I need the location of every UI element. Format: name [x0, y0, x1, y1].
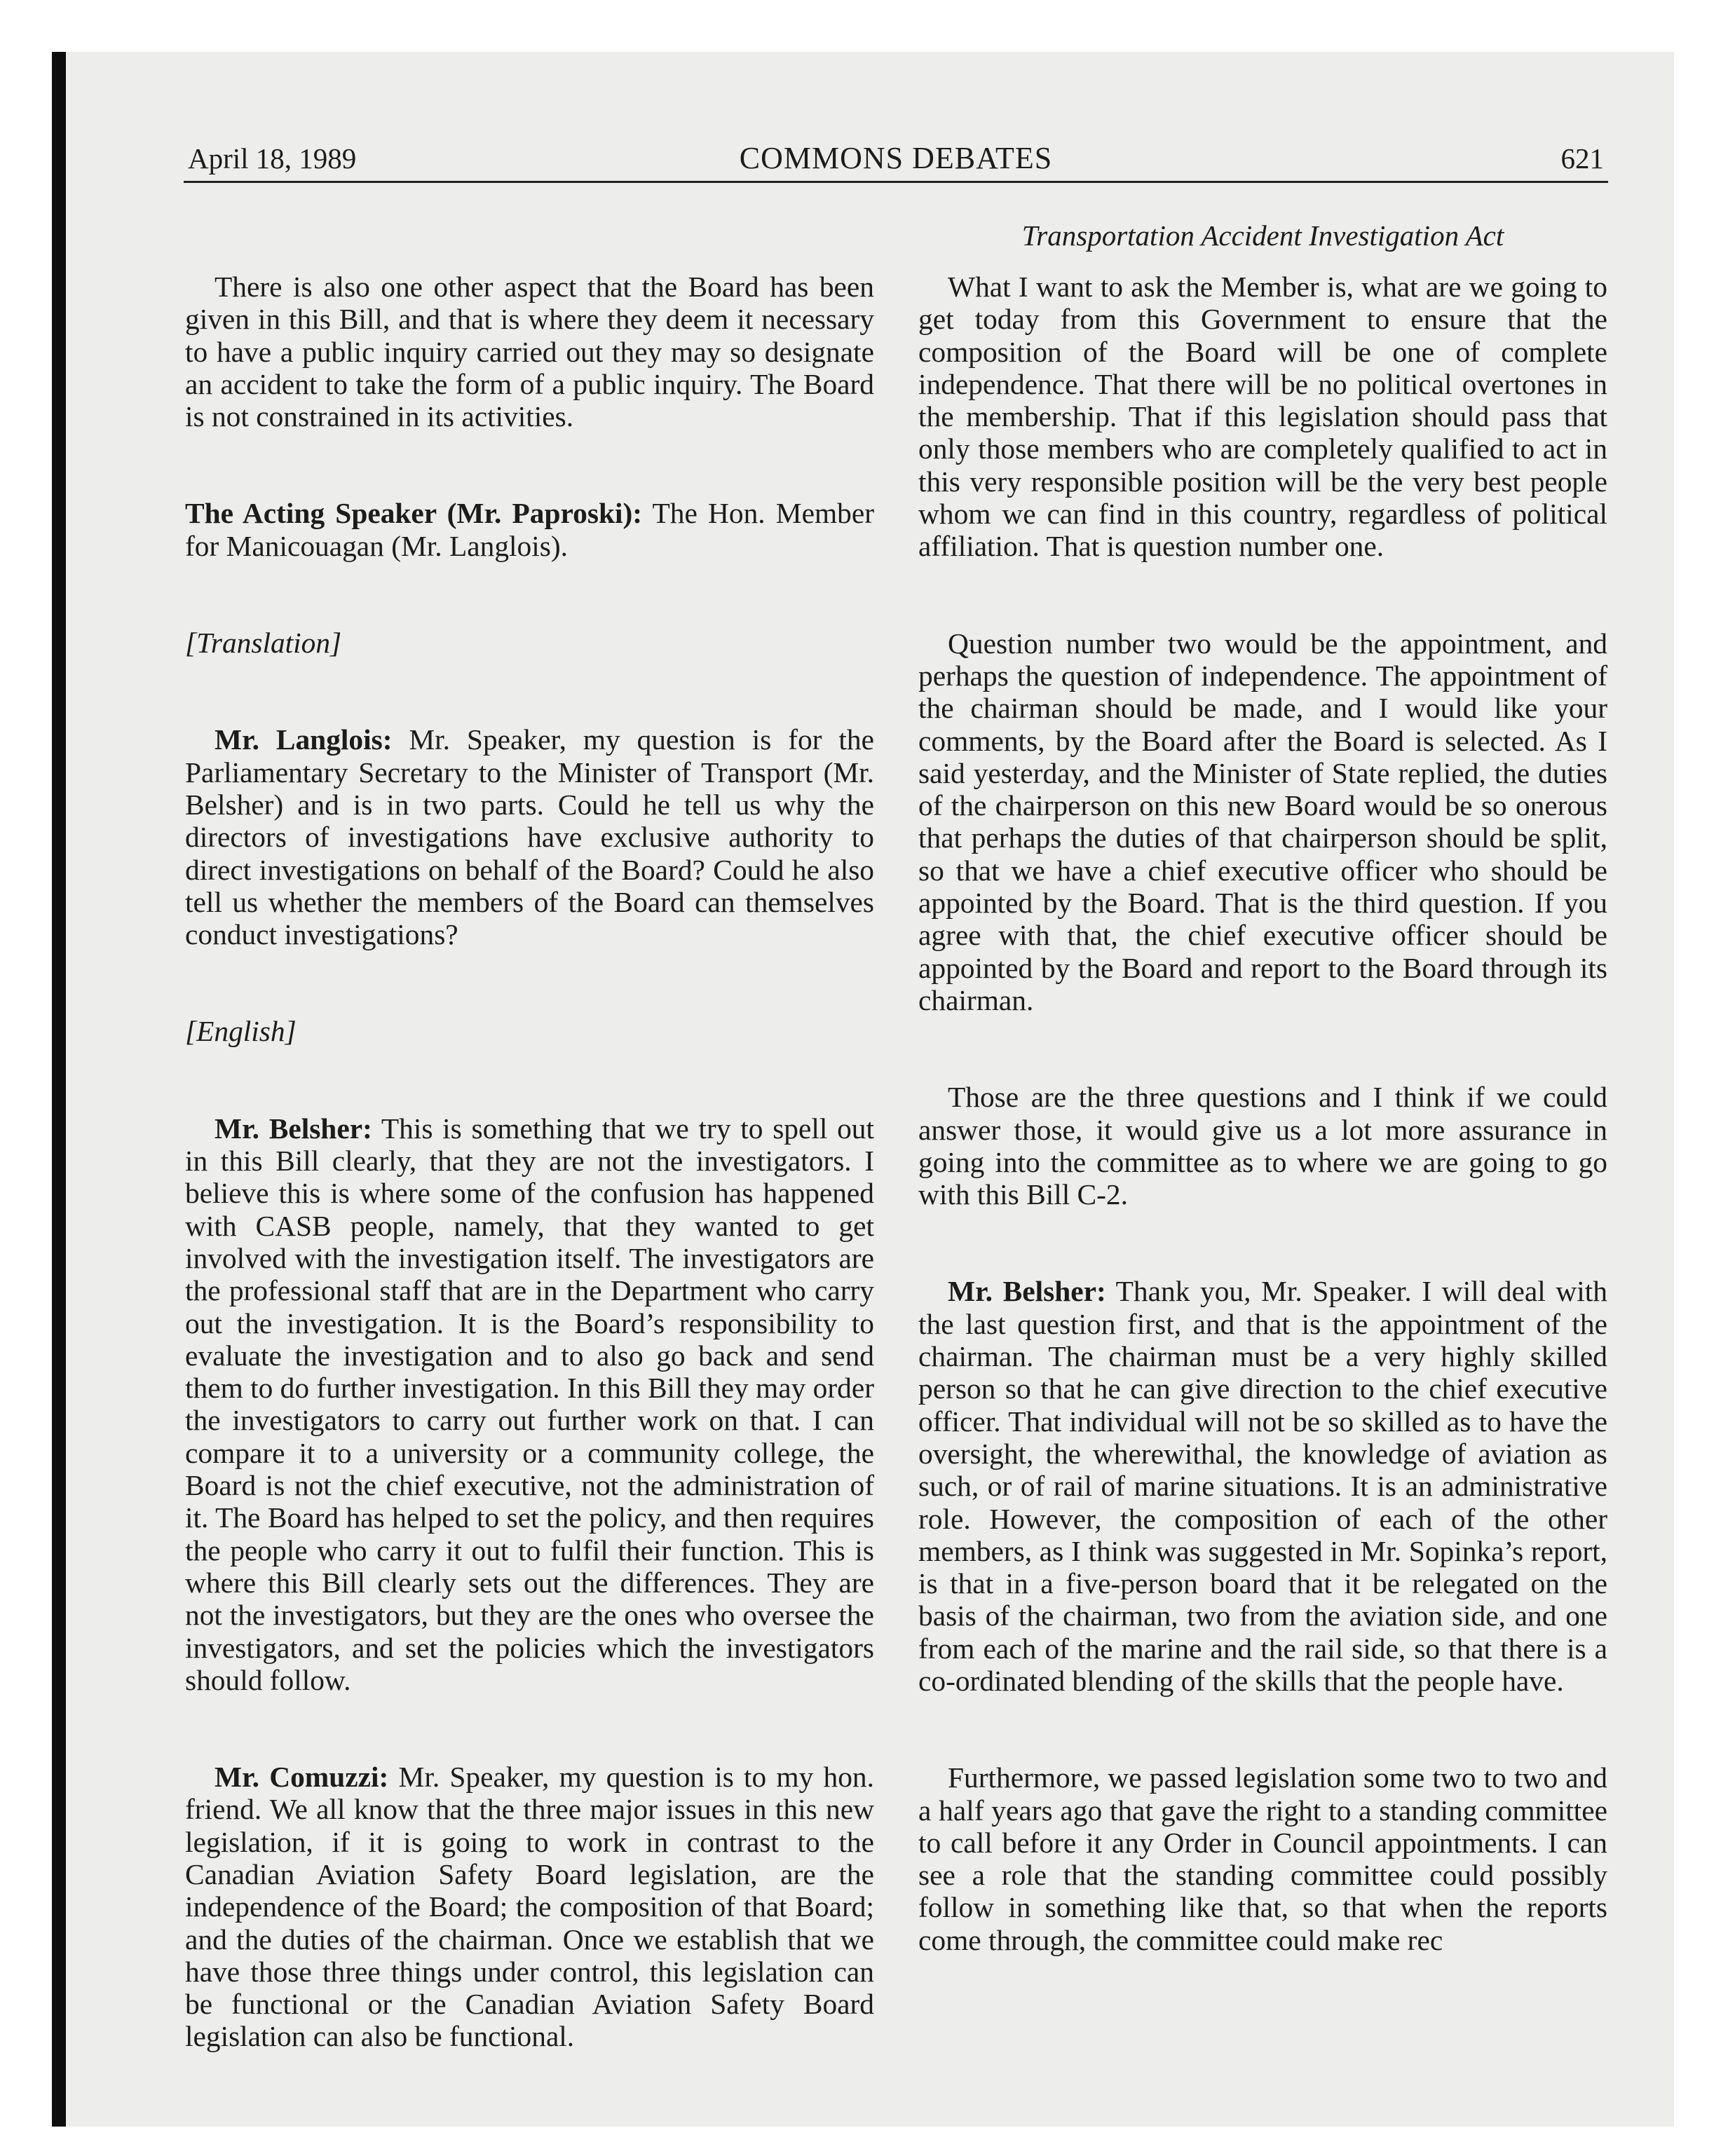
- speaker-name: Mr. Langlois:: [215, 723, 393, 756]
- paragraph: What I want to ask the Member is, what are we going to get today from this Government to ensure that the composition of the Board will be one of complete independence. That there will be no political overtones in the membership. That if this legislation should pass that only those members who are completely qualified to act in this very responsible position will be the very best people whom we can find in this country, regardless of political affiliation. That is question number one.: [918, 271, 1607, 563]
- speaker-name: Mr. Comuzzi:: [215, 1761, 389, 1794]
- speech-text: This is something that we try to spell out in this Bill clearly, that they are not the investigators. I believe this is where some of the confusion has happened with CASB people, namely, that they wanted to get involved with the investigation itself. The investigators are the professional staff that are in the Department who carry out the investigation. It is the Board’s responsibility to evaluate the investigation and to also go back and send them to do further investigation. In this Bill they may order the investigators to carry out further work on that. I can compare it to a university or a community college, the Board is not the chief executive, not the administration of it. The Board has helped to set the policy, and then requires the people who carry it out to fulfil their function. This is where this Bill clearly sets out the differences. They are not the investigators, but they are the ones who oversee the investigators, and set the policies which the investigators should follow.: [185, 1112, 874, 1696]
- speaker-name: Mr. Belsher:: [948, 1275, 1106, 1308]
- running-head: Transportation Accident Investigation Act: [1021, 219, 1504, 252]
- paragraph: [185, 1761, 874, 2053]
- page-number: 621: [1560, 142, 1604, 175]
- speech-text: The Hon. Member for Manicouagan (Mr. Langlois).: [185, 497, 874, 562]
- paragraph: Those are the three questions and I think if we could answer those, it would give us a lot more assurance in going into the committee as to where we are going to go with this Bill C‑2.: [918, 1081, 1607, 1211]
- language-marker: [Translation]: [185, 627, 342, 660]
- paragraph: [185, 1112, 874, 1696]
- speaker-name: Mr. Belsher:: [215, 1112, 372, 1145]
- scan-edge: [52, 52, 66, 2127]
- paragraph: [918, 1275, 1607, 1697]
- paragraph: There is also one other aspect that the Board has been given in this Bill, and that is where they deem it necessary to have a public inquiry carried out they may so designate an accident to take the form of a public inquiry. The Board is not constrained in its activities.: [185, 271, 874, 433]
- speech-text: Mr. Speaker, my question is to my hon. friend. We all know that the three major issues in this new legislation, if it is going to work in contrast to the Canadian Aviation Safety Board legislation, are the independence of the Board; the composition of that Board; and the duties of the chairman. Once we establish that we have those three things under control, this legislation can be functional or the Canadian Aviation Safety Board legislation can also be functional.: [185, 1761, 874, 2053]
- paragraph: [185, 723, 874, 950]
- paragraph: Furthermore, we passed legislation some two to two and a half years ago that gave the right to a standing committee to call before it any Order in Council appointments. I can see a role that the standing committee could possibly follow in something like that, so that when the reports come through, the committee could make rec: [918, 1761, 1607, 1956]
- right-column: [918, 271, 1607, 1956]
- header-date: April 18, 1989: [188, 142, 357, 175]
- left-column: [185, 271, 874, 2053]
- speech-text: Thank you, Mr. Speaker. I will deal with the last question first, and that is the appointment of the chairman. The chairman must be a very highly skilled person so that he can give direction to the chief executive officer. That individual will not be so skilled as to have the oversight, the wherewithal, the knowledge of aviation as such, or of rail of marine situations. It is an administrative role. However, the composition of each of the other members, as I think was suggested in Mr. Sopinka’s report, is that in a five‑person board that it be relegated on the basis of the chairman, two from the aviation side, and one from each of the marine and the rail side, so that there is a co‑ordinated blending of the skills that the people have.: [918, 1275, 1607, 1697]
- speech-text: Mr. Speaker, my question is for the Parliamentary Secretary to the Minister of Transport (Mr. Belsher) and is in two parts. Could he tell us why the directors of investigations have exclusive authority to direct investigations on behalf of the Board? Could he also tell us whether the members of the Board can themselves conduct investigations?: [185, 723, 874, 951]
- speaker-name: The Acting Speaker (Mr. Paproski):: [185, 497, 643, 530]
- paragraph: [185, 497, 874, 562]
- header-title: COMMONS DEBATES: [739, 141, 1053, 175]
- language-marker: [English]: [185, 1015, 297, 1048]
- page-header: [188, 139, 1604, 182]
- header-rule: [184, 181, 1608, 183]
- paragraph: Question number two would be the appointment, and perhaps the question of independence. The appointment of the chairman should be made, and I would like your comments, by the Board after the Board is selected. As I said yesterday, and the Minister of State replied, the duties of the chairperson on this new Board would be so onerous that perhaps the duties of that chairperson should be split, so that we have a chief executive officer who should be appointed by the Board. That is the third question. If you agree with that, the chief executive officer should be appointed by the Board and report to the Board through its chairman.: [918, 627, 1607, 1016]
